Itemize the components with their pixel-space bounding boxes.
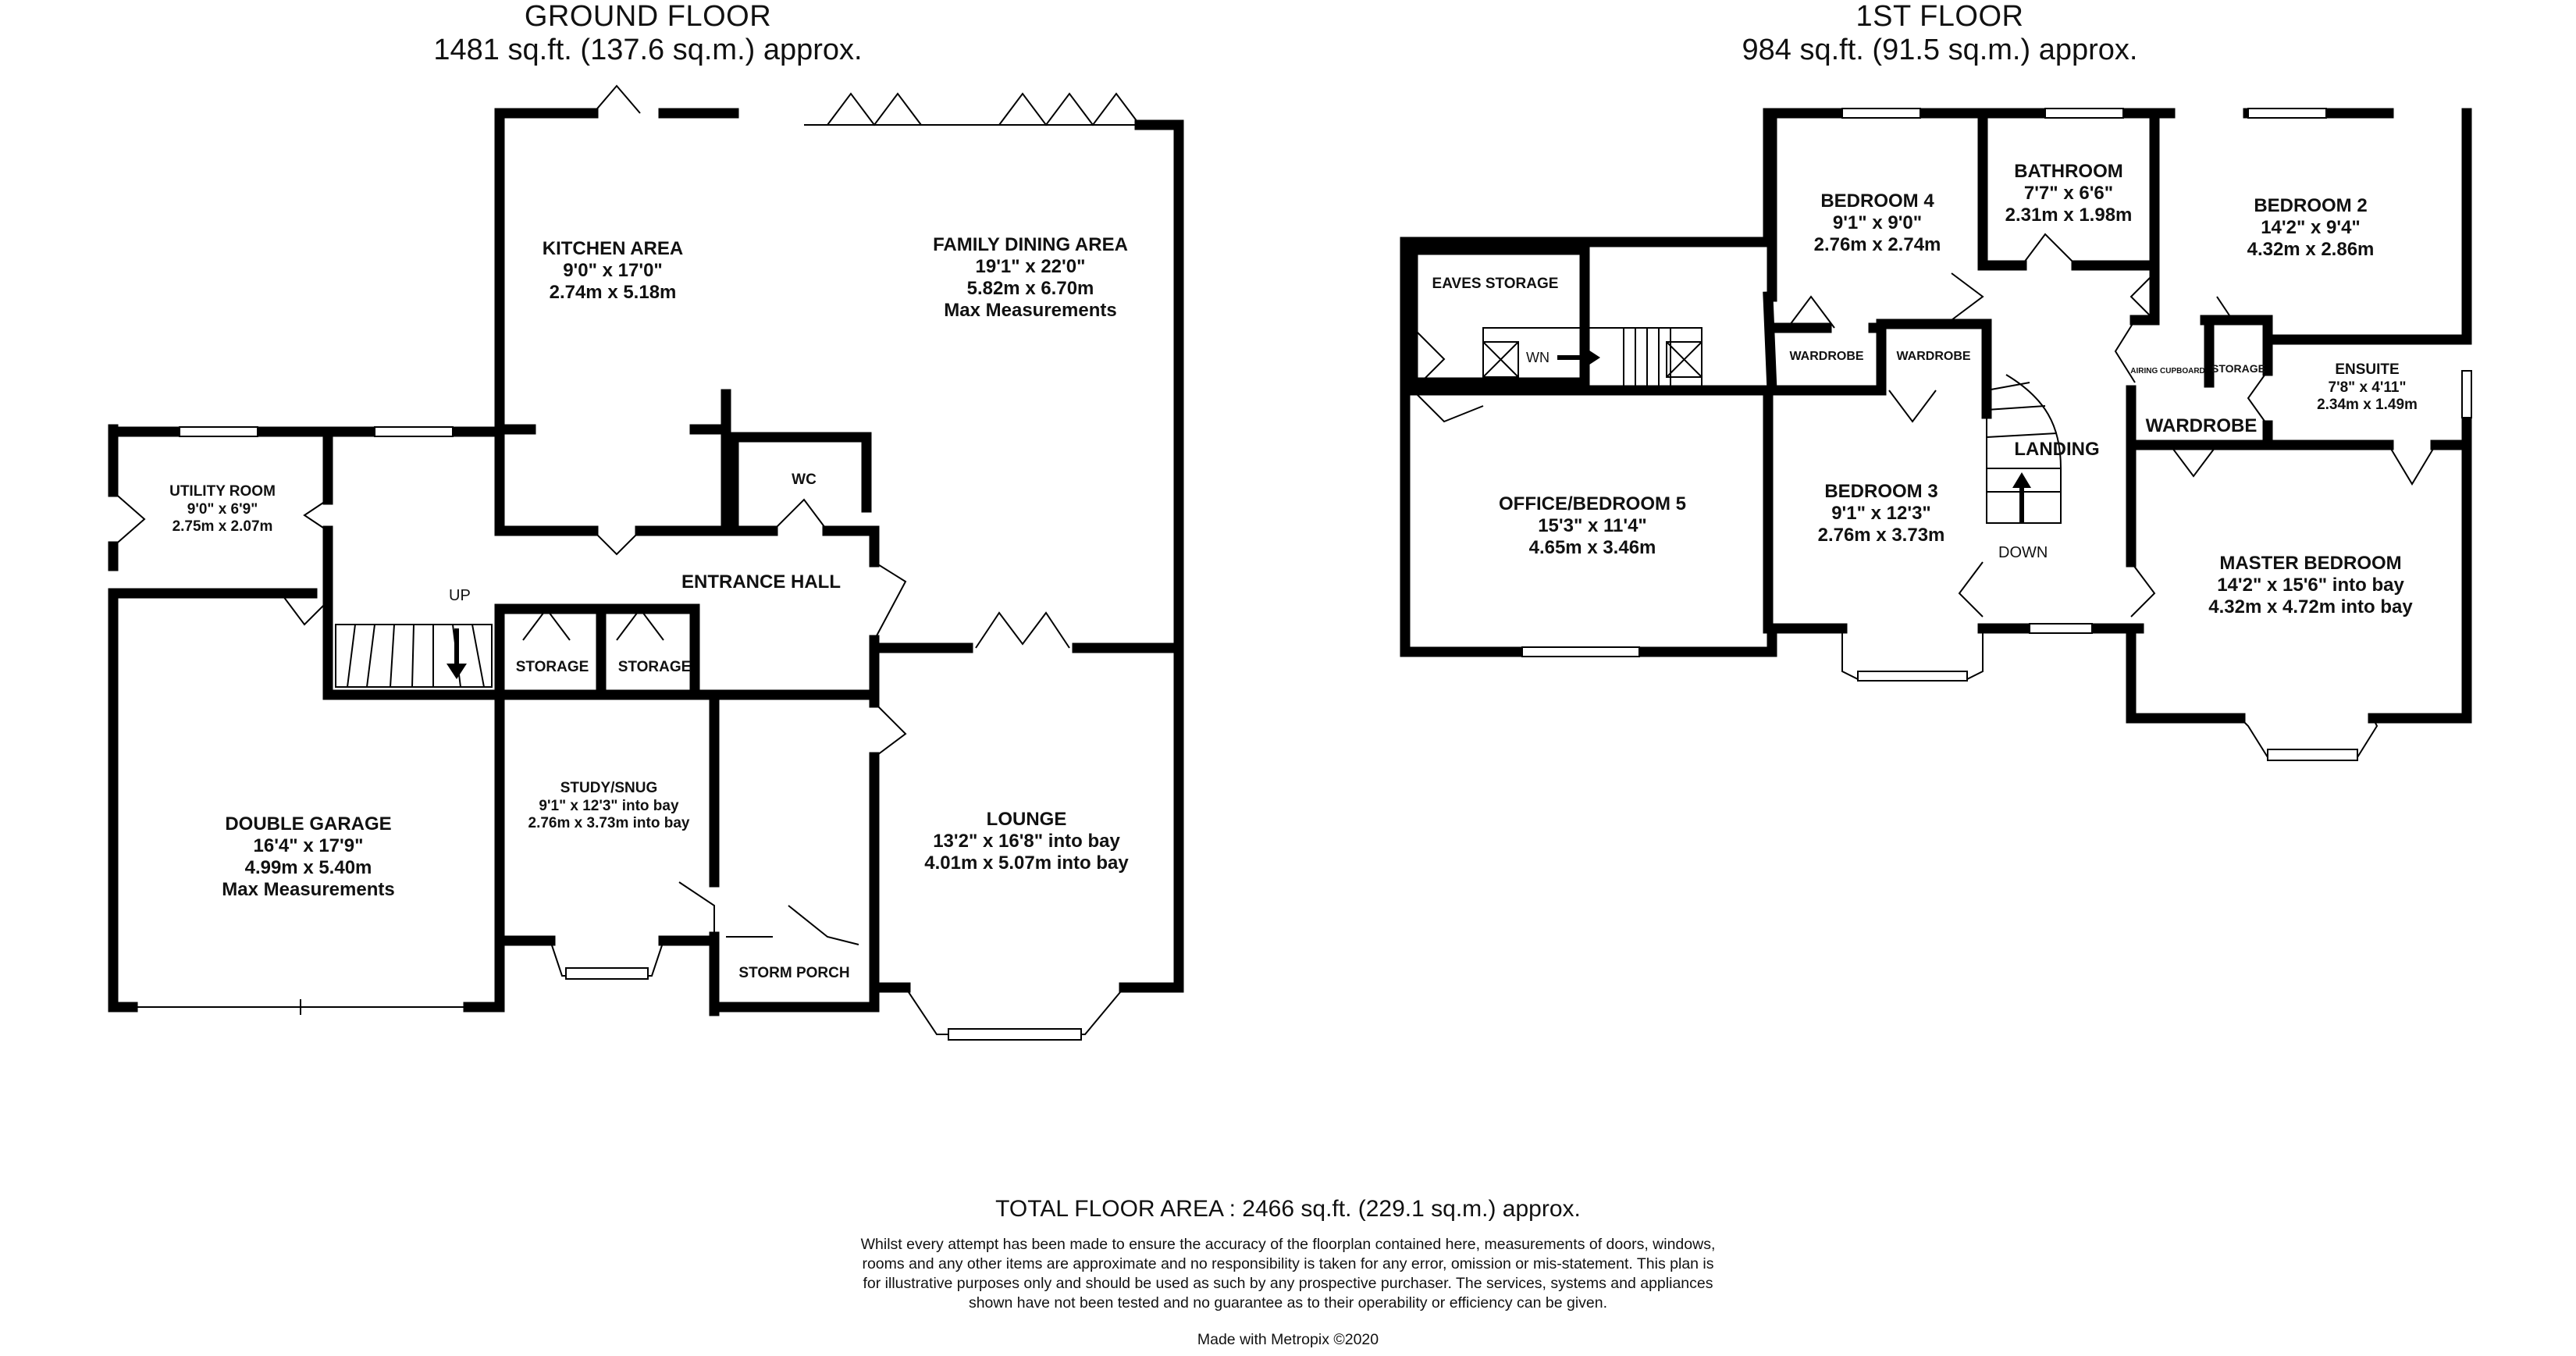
room-dims-metric: 4.32m x 4.72m into bay (2208, 596, 2413, 617)
room-name: FAMILY DINING AREA (933, 234, 1128, 255)
room-wardrobe-bed3 (1883, 347, 1984, 366)
room-name: LOUNGE (986, 809, 1067, 830)
room-name: STUDY/SNUG (560, 780, 658, 796)
room-utility-room (117, 482, 328, 536)
room-name: LANDING (2014, 439, 2100, 460)
room-dims-imperial: 9'0" x 17'0" (563, 260, 663, 281)
room-wardrobe-bed4 (1776, 347, 1877, 366)
first-floor-header (1628, 0, 2252, 67)
room-ensuite (2272, 361, 2463, 414)
made-with-credit: Made with Metropix ©2020 (1197, 1331, 1379, 1348)
room-name: BATHROOM (2014, 161, 2123, 182)
room-name: ENSUITE (2335, 361, 2400, 378)
room-dims-imperial: 9'1" x 12'3" (1831, 503, 1931, 524)
room-dims-metric: 2.75m x 2.07m (172, 518, 273, 535)
room-dims-note: Max Measurements (222, 879, 395, 900)
room-name: STORAGE (515, 659, 589, 675)
room-bedroom-2 (2178, 195, 2443, 261)
room-dims-imperial: 9'1" x 12'3" into bay (539, 798, 679, 814)
stair-up-label: UP (449, 587, 471, 604)
room-name: BEDROOM 2 (2254, 195, 2368, 216)
room-name: STORAGE (617, 659, 692, 675)
room-dims-imperial: 16'4" x 17'9" (253, 835, 364, 856)
room-dims-metric: 5.82m x 6.70m (966, 278, 1094, 299)
ground-floor-area: 1481 sq.ft. (137.6 sq.m.) approx. (433, 34, 863, 66)
room-lounge (882, 809, 1171, 874)
room-family-dining-area (874, 234, 1187, 322)
room-name: DOUBLE GARAGE (225, 813, 392, 835)
room-dims-metric: 2.74m x 5.18m (549, 282, 677, 303)
room-dims-metric: 2.76m x 2.74m (1813, 234, 1941, 255)
first-floor-title: 1ST FLOOR (1856, 0, 2024, 33)
room-dims-imperial: 14'2" x 9'4" (2261, 217, 2361, 238)
room-dims-imperial: 19'1" x 22'0" (975, 256, 1086, 277)
room-name: WARDROBE (2145, 415, 2258, 436)
room-dims-imperial: 13'2" x 16'8" into bay (933, 831, 1120, 852)
room-name: BEDROOM 4 (1820, 190, 1934, 212)
room-name: WARDROBE (1896, 350, 1971, 363)
room-dims-imperial: 9'0" x 6'9" (187, 501, 258, 518)
room-name: STORM PORCH (738, 965, 850, 981)
room-name: EAVES STORAGE (1432, 276, 1559, 292)
room-landing (1994, 439, 2119, 461)
room-name: MASTER BEDROOM (2219, 553, 2402, 574)
stair-down-label: DOWN (1998, 544, 2048, 561)
room-dims-metric: 2.76m x 3.73m (1817, 525, 1945, 546)
room-dims-metric: 4.32m x 2.86m (2247, 239, 2375, 260)
room-dims-metric: 2.34m x 1.49m (2317, 397, 2418, 413)
room-storage-2 (606, 658, 703, 677)
disclaimer: Whilst every attempt has been made to ensure the accuracy of the floorplan contained here, measurements of doors, windows, rooms and any other items are approximate and no responsibility is taken for any error, omission or mis-statement. This plan is for illustrative purposes only and should be used as such by any prospective purchaser. The services, systems and appliances shown have not been tested and no guarantee as to their operability or efficiency can be given. (860, 1236, 1716, 1312)
room-double-garage (152, 813, 464, 901)
ground-floor-title: GROUND FLOOR (524, 0, 772, 33)
stair-down-label-partial: WN (1526, 350, 1550, 365)
room-dims-imperial: 7'7" x 6'6" (2023, 183, 2114, 204)
room-storm-porch (718, 964, 870, 983)
room-name: KITCHEN AREA (542, 238, 684, 259)
room-eaves-storage (1411, 275, 1579, 294)
room-dims-imperial: 15'3" x 11'4" (1538, 515, 1647, 536)
first-floor-area: 984 sq.ft. (91.5 sq.m.) approx. (1742, 34, 2138, 66)
room-bathroom (1983, 161, 2154, 226)
room-name: ENTRANCE HALL (681, 571, 841, 593)
room-wc (765, 471, 843, 489)
room-study-snug (492, 779, 726, 832)
ground-stairs (336, 625, 492, 687)
room-dims-note: Max Measurements (944, 300, 1117, 321)
room-dims-imperial: 9'1" x 9'0" (1832, 212, 1923, 233)
room-bedroom-4 (1776, 190, 1979, 256)
room-dims-imperial: 14'2" x 15'6" into bay (2217, 575, 2404, 596)
room-master-bedroom (2162, 553, 2459, 618)
room-dims-metric: 4.99m x 5.40m (244, 857, 372, 878)
room-dims-metric: 2.31m x 1.98m (2005, 205, 2133, 226)
room-entrance-hall (632, 571, 890, 593)
room-kitchen-area (492, 238, 734, 304)
total-floor-area: TOTAL FLOOR AREA : 2466 sq.ft. (229.1 sq.m.) approx. (995, 1196, 1581, 1222)
room-name: BEDROOM 3 (1824, 481, 1938, 502)
room-name: WC (792, 472, 817, 488)
room-dims-metric: 4.65m x 3.46m (1528, 537, 1656, 558)
room-name: OFFICE/BEDROOM 5 (1498, 493, 1686, 514)
room-office-bedroom-5 (1429, 493, 1756, 559)
room-bedroom-3 (1780, 481, 1983, 546)
room-wardrobe-master (2135, 415, 2268, 437)
room-dims-imperial: 7'8" x 4'11" (2328, 379, 2407, 396)
room-airing-cupboard (2125, 361, 2211, 383)
room-name: UTILITY ROOM (169, 483, 276, 500)
room-storage-1 (503, 658, 601, 677)
room-name: AIRING CUPBOARD (2130, 367, 2205, 375)
room-name: STORAGE (2211, 362, 2265, 375)
room-name: WARDROBE (1789, 350, 1864, 363)
ground-floor-header (336, 0, 960, 67)
room-storage-first (2209, 359, 2268, 378)
room-dims-metric: 2.76m x 3.73m into bay (528, 815, 690, 831)
room-dims-metric: 4.01m x 5.07m into bay (924, 852, 1129, 874)
